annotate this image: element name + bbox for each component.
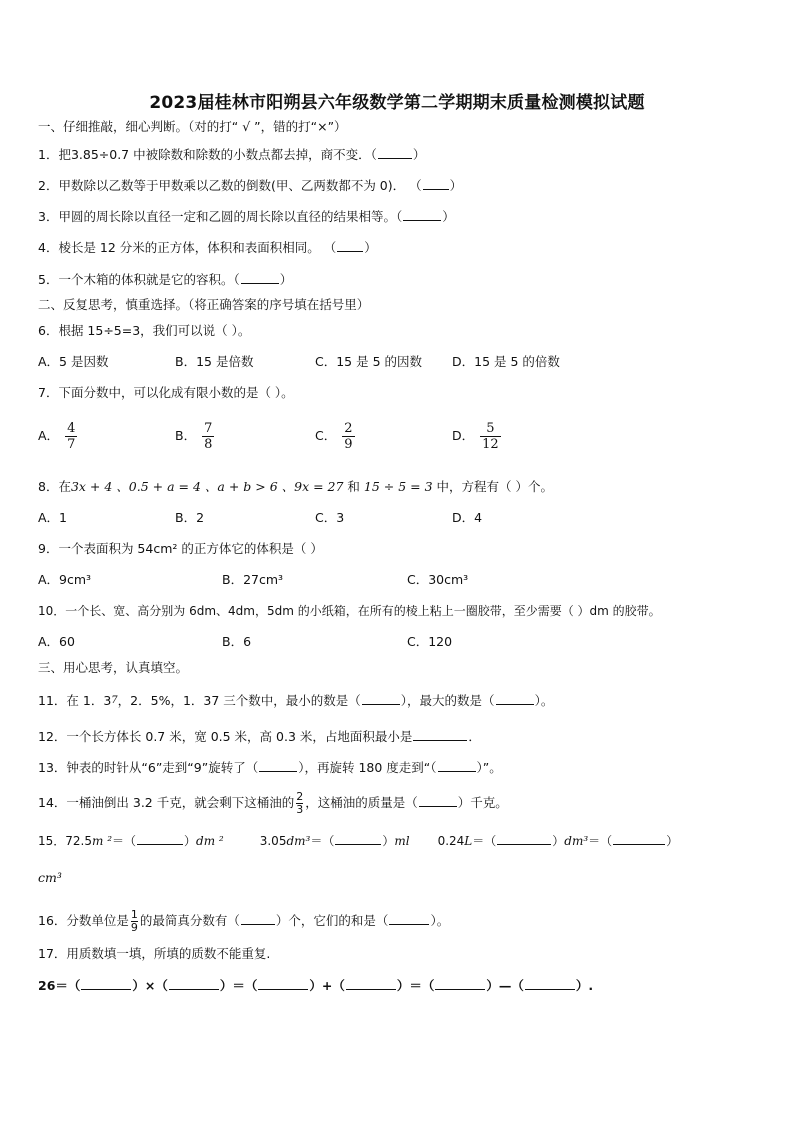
question-16: 16．分数单位是 $\frac{1}{9}$ 的最简真分数有（ ）个，它们的和是（ ）。 <box>38 908 450 934</box>
q8-option-a[interactable]: A．1 <box>38 510 68 525</box>
answer-blank[interactable] <box>335 832 381 845</box>
answer-blank[interactable] <box>169 977 219 990</box>
fraction: $\frac{2}{9}$ <box>344 421 353 452</box>
q9-option-c[interactable]: C．30cm³ <box>407 572 469 587</box>
question-17: 17．用质数填一填，所填的质数不能重复. <box>38 946 271 961</box>
answer-blank[interactable] <box>438 759 476 772</box>
question-12: 12．一个长方体长 0.7 米，宽 0.5 米，高 0.3 米，占地面积最小是 ． <box>38 729 481 744</box>
fraction: $\frac{1}{9}$ <box>130 908 138 934</box>
q8-option-d[interactable]: D．4 <box>452 510 483 525</box>
q7-option-b[interactable]: B． $\frac{7}{8}$ <box>175 421 213 452</box>
section-1-heading: 一、仔细推敲，细心判断。（对的打“ √ ”，错的打“×”） <box>38 119 347 134</box>
q9-option-a[interactable]: A．9cm³ <box>38 572 92 587</box>
q8-option-c[interactable]: C．3 <box>315 510 345 525</box>
q8-option-b[interactable]: B．2 <box>175 510 205 525</box>
q10-option-a[interactable]: A．60 <box>38 634 75 649</box>
answer-blank[interactable] <box>423 177 449 190</box>
answer-blank[interactable] <box>389 912 429 925</box>
answer-blank[interactable] <box>496 692 534 705</box>
question-14: 14．一桶油倒出 3.2 千克，就会剩下这桶油的 $\frac{2}{3}$ ，这桶油的质量是（ ）千克。 <box>38 790 508 816</box>
question-5: 5．一个木箱的体积就是它的容积。（ ） <box>38 272 293 287</box>
answer-blank[interactable] <box>419 794 457 807</box>
answer-blank[interactable] <box>413 728 467 741</box>
answer-blank[interactable] <box>258 977 308 990</box>
q6-option-d[interactable]: D．15 是 5 的倍数 <box>452 354 560 369</box>
answer-blank[interactable] <box>137 832 183 845</box>
question-15: 15．72.5m ²＝（ ）dm ² 3.05dm³＝（ ）ml 0.24L＝（ ）dm³＝（ ） <box>38 834 679 848</box>
q6-option-c[interactable]: C．15 是 5 的因数 <box>315 354 423 369</box>
question-6: 6．根据 15÷5=3，我们可以说（ ）。 <box>38 323 251 338</box>
answer-blank[interactable] <box>403 208 441 221</box>
question-11: 11．在 1．37，2．5%，1．37 三个数中，最小的数是（ ），最大的数是（ ）。 <box>38 693 554 708</box>
question-8: 8．在3x + 4 、0.5 + a = 4 、a + b > 6 、9x = 27 和 15 ÷ 5 = 3 中，方程有（ ）个。 <box>38 479 554 494</box>
q10-option-b[interactable]: B．6 <box>222 634 252 649</box>
question-13: 13．钟表的时针从“6”走到“9”旋转了（ ），再旋转 180 度走到“（ ）”。 <box>38 760 502 775</box>
q10-option-c[interactable]: C．120 <box>407 634 453 649</box>
fraction: $\frac{7}{8}$ <box>204 421 213 452</box>
answer-blank[interactable] <box>241 271 279 284</box>
question-10: 10．一个长、宽、高分别为 6dm、4dm，5dm 的小纸箱，在所有的棱上粘上一圈胶带，至少需要（ ）dm 的胶带。 <box>38 604 661 618</box>
answer-blank[interactable] <box>259 759 297 772</box>
question-15-unit: cm³ <box>38 870 62 885</box>
q7-option-c[interactable]: C． $\frac{2}{9}$ <box>315 421 353 452</box>
fraction: $\frac{5}{12}$ <box>482 421 499 452</box>
answer-blank[interactable] <box>378 146 412 159</box>
answer-blank[interactable] <box>525 977 575 990</box>
fraction: $\frac{4}{7}$ <box>67 421 76 452</box>
page-title: 2023届桂林市阳朔县六年级数学第二学期期末质量检测模拟试题 <box>149 93 645 113</box>
question-3: 3．甲圆的周长除以直径一定和乙圆的周长除以直径的结果相等。（ ） <box>38 209 455 224</box>
question-1: 1．把3.85÷0.7 中被除数和除数的小数点都去掉，商不变．（ ） <box>38 147 426 162</box>
answer-blank[interactable] <box>497 832 551 845</box>
answer-blank[interactable] <box>346 977 396 990</box>
question-17-equation: 26＝（ ）×（ ）＝（ ）+（ ）＝（ ）—（ ）. <box>38 978 594 993</box>
answer-blank[interactable] <box>81 977 131 990</box>
question-4: 4．棱长是 12 分米的正方体，体积和表面积相同。 （ ） <box>38 240 377 255</box>
fraction: $\frac{2}{3}$ <box>296 790 304 816</box>
q6-option-a[interactable]: A．5 是因数 <box>38 354 109 369</box>
question-9: 9．一个表面积为 54cm² 的正方体它的体积是（ ） <box>38 541 323 556</box>
section-3-heading: 三、用心思考，认真填空。 <box>38 660 189 675</box>
question-7: 7．下面分数中，可以化成有限小数的是（ ）。 <box>38 385 294 400</box>
q6-option-b[interactable]: B．15 是倍数 <box>175 354 254 369</box>
answer-blank[interactable] <box>241 912 275 925</box>
question-2: 2．甲数除以乙数等于甲数乘以乙数的倒数(甲、乙两数都不为 0)． （ ） <box>38 178 463 193</box>
answer-blank[interactable] <box>337 239 363 252</box>
q7-option-d[interactable]: D． $\frac{5}{12}$ <box>452 421 499 452</box>
answer-blank[interactable] <box>362 692 400 705</box>
answer-blank[interactable] <box>613 832 665 845</box>
q7-option-a[interactable]: A． $\frac{4}{7}$ <box>38 421 76 452</box>
q9-option-b[interactable]: B．27cm³ <box>222 572 284 587</box>
answer-blank[interactable] <box>435 977 485 990</box>
section-2-heading: 二、反复思考，慎重选择。（将正确答案的序号填在括号里） <box>38 297 370 312</box>
